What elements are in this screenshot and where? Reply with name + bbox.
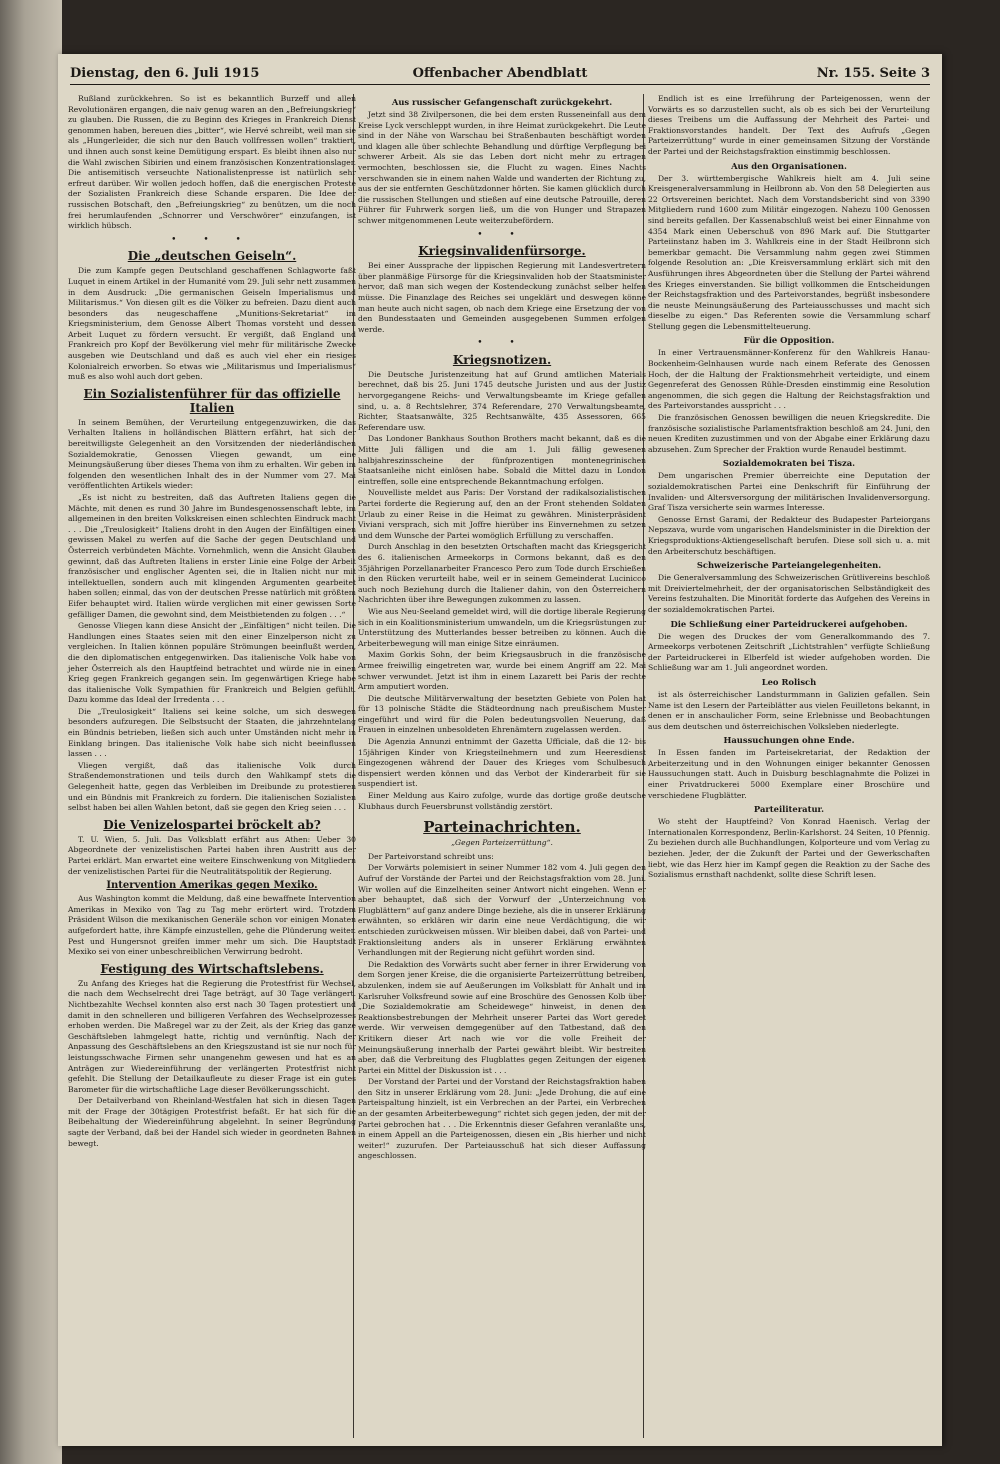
headline: Aus russischer Gefangenschaft zurückgekehrt.: [391, 97, 613, 107]
article-text: Die Agenzia Annunzi entnimmt der Gazetta Ufficiale, daß die 12- bis 15jährigen Kinder von Kriegsteilnehmern und zum Heeresdienst Eingezogenen während der Dauer des Krieges vom Schulbesuch dispensiert werden können und das Verbot der Kinderarbeit für sie suspendiert ist.: [358, 737, 646, 789]
article-text: Der Detailverband von Rheinland-Westfalen hat sich in diesen Tagen mit der Frage der 30tägigen Protestfrist befaßt. Er hat sich für die Beibehaltung der Wiedereinführung abgelehnt. In seiner Begründung sagte der Verband, daß bei der Handel sich wieder in geordneten Bahnen bewegt.: [68, 1096, 356, 1148]
article-text: Aus Washington kommt die Meldung, daß eine bewaffnete Intervention Amerikas in Mexiko von Tag zu Tag mehr erörtert wird. Trotzdem Präsident Wilson die mexikanischen Generäle schon vor einigen Monaten aufgefordert hatte, ihre Kämpfe einzustellen, gehe die Plünderung weiter. Pest und Hungersnot greifen immer mehr um sich. Die Hauptstadt Mexiko sei von einer unbeschreiblichen Verwirrung bedroht.: [68, 894, 356, 957]
article-text: Bei einer Aussprache der lippischen Regierung mit Landesvertretern über planmäßige Fürsorge für die Kriegsinvaliden hob der Staatsminister hervor, daß man sich wegen der Kostendeckung zunächst selber helfen müsse. Die Finanzlage des Reiches sei ungeklärt und deswegen könne man heute auch nicht sagen, ob nach dem Kriege eine Ersetzung der von den Bundesstaaten und Gemeinden ausgegebenen Summen erfolgen werde.: [358, 261, 646, 334]
article-text: Die Deutsche Juristenzeitung hat auf Grund amtlichen Materials berechnet, daß bis 25. Juni 1745 deutsche Juristen und aus der Justiz hervorgegangene Reichs- und Verwaltungsbeamte im Kriege gefallen sind, u. a. 8 Rechtslehrer, 374 Referendare, 270 Verwaltungsbeamte, Richter, Staatsanwälte, 325 Rechtsanwälte, 435 Assessoren, 665 Referendare usw.: [358, 369, 646, 432]
article-text: In seinem Bemühen, der Verurteilung entgegenzuwirken, die das Verhalten Italiens in holländischen Blättern erfährt, hat sich der bereitwilligste Gelegenheit an den Vorsitzenden der niederländischen Sozialdemokratie, Genossen Vliegen gewandt, um eine Meinungsäußerung über dieses Thema von ihm zu erhalten. Wir geben im folgenden den wesentlichen Inhalt des in der Nummer vom 27. Mai veröffentlichten Artikels wieder:: [68, 417, 356, 491]
article-text: Die zum Kampfe gegen Deutschland geschaffenen Schlagworte faßt Luquet in einem Artikel in der Humanité vom 29. Juli sehr nett zusammen in dem Ausdruck: „Die germanischen Geiseln Imperialismus und Militarismus.“ Von diesen gilt es die Völker zu befreien. Dazu dient auch besonders das neugeschaffene „Munitions-Sekretariat“ im Kriegsministerium, dem Genosse Albert Thomas vorsteht und dessen Arbeit Luquet zu fördern versucht. Er vergißt, daß England und Frankreich pro Kopf der Bevölkerung viel mehr für militärische Zwecke ausgeben wie Deutschland und daß es auch viel eher ein riesiges Kolonialreich erworben. So etwas wie „Militarismus und Imperialismus“ muß es also wohl auch dort geben.: [68, 266, 356, 382]
article-text: Maxim Gorkis Sohn, der beim Kriegsausbruch in die französische Armee freiwillig eingetreten war, wurde bei einem Angriff am 22. Mai schwer verwundet. Jetzt ist ihm in einem Lazarett bei Paris der rechte Arm amputiert worden.: [358, 650, 646, 692]
article-text: T. U. Wien, 5. Juli. Das Volksblatt erfährt aus Athen: Ueber 30 Abgeordnete der venizelistischen Partei haben ihren Austritt aus der Partei erklärt. Man erwartet eine weitere Einschwenkung von Mitgliedern der venizelistischen Partei für die Neutralitätspolitik der Regierung.: [68, 834, 356, 876]
article-text: Das Londoner Bankhaus Southon Brothers macht bekannt, daß es die Mitte Juli fälligen und die am 1. Juli fällig gewesenen halbjahreszinsscheine der fünfprozentigen montenegrinischen Staatsanleihe nicht einlösen habe. Sobald die Mittel dazu in London eintreffen, solle eine entsprechende Bekanntmachung erfolgen.: [358, 434, 646, 486]
article-text: Rußland zurückkehren. So ist es bekanntlich Burzeff und allen Revolutionären ergangen, die naiv genug waren an den „Befreiungskrieg“ zu glauben. Die Russen, die zu Beginn des Krieges in Frankreich Dienst genommen haben, bereuen dies „bitter“, wie Hervé schreibt, weil man sie als „Hungerleider, die sich nur den Bauch vollfressen wollen“ traktiert, und ihnen auch sonst keine Demütigung erspart. Es bleibt ihnen also nur die Wahl zwischen Sibirien und einem französischen Konzentrationslager. Die antisemitisch verseuchte Nationalistenpresse ist natürlich sehr erfreut darüber. Wir wollen jedoch hoffen, daß die energischen Proteste der Sozialisten Frankreich diese Schande ersparen. Die Idee der russischen Botschaft, den „Befreiungskrieg“ zu benützen, um die noch frei herumlaufenden „Schnorrer und Verschwörer“ einzufangen, ist wirklich hübsch.: [68, 94, 356, 231]
headline: Ein Sozialistenführer für das offizielle Italien: [83, 386, 341, 415]
article-text: In einer Vertrauensmänner-Konferenz für den Wahlkreis Hanau-Bockenheim-Gelnhausen wurde nach einem Referate des Genossen Hoch, der die Haltung der Fraktionsmehrheit verteidigte, und einem Gegenreferat des Genossen Rühle-Dresden einstimmig eine Resolution angenommen, die sich gegen die Haltung der Reichstagsfraktion und des Parteivorstandes ausspricht . . .: [648, 348, 930, 411]
column-2: Aus russischer Gefangenschaft zurückgekehrt. Jetzt sind 38 Zivilpersonen, die bei dem ersten Russeneinfall aus dem Kreise Lyck verschleppt wurden, in ihre Heimat zurückgekehrt. Die Leute sind in der Nähe von Warschau bei Straßenbauten beschäftigt worden und klagen alle über schlechte Behandlung und dürftige Verpflegung bei schwerer Arbeit. Als sie das Leben dort nicht mehr zu ertragen vermochten, beschlossen sie, die Flucht zu wagen. Eines Nachts verschwanden sie in einem nahen Walde und wanderten der Richtung zu, aus der sie entfernten Geschützdonner hörten. Sie kamen glücklich durch die russischen Stellungen und stießen auf eine deutsche Patrouille, deren Führer für Fuhrwerk sorgen ließ, um die von Hunger und Strapazen schwer mitgenommenen Leute weiterzubefördern. • • Kriegsinvalidenfürsorge. Bei einer Aussprache der lippischen Regierung mit Landesvertretern über planmäßige Fürsorge für die Kriegsinvaliden hob der Staatsminister hervor, daß man sich wegen der Kostendeckung zunächst selber helfen müsse. Die Finanzlage des Reiches sei ungeklärt und deswegen könne man heute auch nicht sagen, ob nach dem Kriege eine Ersetzung der von den Bundesstaaten und Gemeinden ausgegebenen Summen erfolgen werde. • • Kriegsnotizen. Die Deutsche Juristenzeitung hat auf Grund amtlichen Materials berechnet, daß bis 25. Juni 1745 deutsche Juristen und aus der Justiz hervorgegangene Reichs- und Verwaltungsbeamte im Kriege gefallen sind, u. a. 8 Rechtslehrer, 374 Referendare, 270 Verwaltungsbeamte, Richter, Staatsanwälte, 325 Rechtsanwälte, 435 Assessoren, 665 Referendare usw. Das Londoner Bankhaus Southon Brothers macht bekannt, daß es die Mitte Juli fälligen und die am 1. Juli fällig gewesenen halbjahreszinsscheine der fünfprozentigen montenegrinischen Staatsanleihe nicht einlösen habe. Sobald die Mittel dazu in London eintreffen, solle eine entsprechende Bekanntmachung erfolgen. Nouvelliste meldet aus Paris: Der Vorstand der radikalsozialistischen Partei forderte die Regierung auf, den an der Front stehenden Soldaten Urlaub zu einer Reise in die Heimat zu gewähren. Ministerpräsident Viviani versprach, sich mit Joffre hierüber ins Einvernehmen zu setzen und dem Wunsche der Partei womöglich Erfüllung zu verschaffen. Durch Anschlag in den besetzten Ortschaften macht das Kriegsgericht des 6. italienischen Armeekorps in Cormons bekannt, daß es den 35jährigen Porzellanarbeiter Francesco Pero zum Tode durch Erschießen in den Rücken verurteilt habe, weil er in seinem Gemeinderat Lucinicco auch noch Beziehung durch die Italiener dahin, von den Österreichern Nachrichten über ihre Bewegungen zukommen zu lassen. Wie aus Neu-Seeland gemeldet wird, will die dortige liberale Regierung sich in ein Koalitionsministerium umwandeln, um die Kriegsrüstungen zur Unterstützung des Mutterlandes besser betreiben zu können. Auch die Arbeiterbewegung will man einige Sitze einräumen. Maxim Gorkis Sohn, der beim Kriegsausbruch in die französische Armee freiwillig eingetreten war, wurde bei einem Angriff am 22. Mai schwer verwundet. Jetzt ist ihm in einem Lazarett bei Paris der rechte Arm amputiert worden. Die deutsche Militärverwaltung der besetzten Gebiete von Polen hat für 13 polnische Städte die Städteordnung nach preußischem Muster eingeführt und wird für die Polen bedeutungsvollen Neuerung, daß Frauen in einzelnen unbesoldeten Ehrenämtern zugelassen werden. Die Agenzia Annunzi entnimmt der Gazetta Ufficiale, daß die 12- bis 15jährigen Kinder von Kriegsteilnehmern und zum Heeresdienst Eingezogenen während der Dauer des Krieges vom Schulbesuch dispensiert werden können und das Verbot der Kinderarbeit für sie suspendiert ist. Einer Meldung aus Kairo zufolge, wurde das dortige große deutsche Klubhaus durch Feuersbrunst vollständig zerstört. Parteinachrichten. „Gegen Parteizerrüttung“. Der Parteivorstand schreibt uns: Der Vorwärts polemisiert in seiner Nummer 182 vom 4. Juli gegen den Aufruf der Vorstände der Partei und der Reichstagsfraktion vom 28. Juni. Wir wollen auf die Einzelheiten seiner Antwort nicht eingehen. Wenn er aber behauptet, daß sich der Vorwurf der „Unterzeichnung von Flugblättern“ auf ganz andere Dinge beziehe, als die in unserer Erklärung erwähnten, so erklären wir darin eine neue Verdächtigung, die wir entschieden zurückweisen müssen. Wir bleiben dabei, daß von Partei- und Fraktionsleitung anders als in unserer Erklärung erwähnten Verhandlungen mit der Regierung nicht geführt worden sind. Die Redaktion des Vorwärts sucht aber ferner in ihrer Erwiderung von dem Sorgen jener Kreise, die die organisierte Parteizerrüttung betreiben, abzulenken, indem sie auf Aeußerungen im Volksblatt für Anhalt und im Karlsruher Volksfreund sowie auf eine Broschüre des Genossen Kolb über „Die Sozialdemokratie am Scheidewege“ hinweist, in denen den Reaktionsbestrebungen der Mehrheit unserer Partei das Wort geredet werde. Wir verweisen demgegenüber auf den Tatbestand, daß den Kritikern dieser Art nach wie vor die volle Freiheit der Meinungsäußerung innerhalb der Partei gewährt bleibt. Wir bestreiten aber, daß die Verbreitung des Flugblattes gegen Zeitungen der eigenen Partei ein Mittel der Diskussion ist . . . Der Vorstand der Partei und der Vorstand der Reichstagsfraktion haben den Sitz in unserer Erklärung vom 28. Juni: „Jede Drohung, die auf eine Parteispaltung hinzielt, ist ein Verbrechen an der Partei, ein Verbrechen an der gesamten Arbeiterbewegung“ richtet sich gegen jeden, der mit der Partei gebrochen hat . . . Die Erkenntnis dieser Gefahren veranlaßte uns, in einem Appell an die Parteigenossen, diesen ein „Bis hierher und nicht weiter!“ zuzurufen. Der Parteiausschuß hat sich dieser Auffassung angeschlossen.: [358, 97, 646, 1161]
article-text: Vliegen vergißt, daß das italienische Volk durch Straßendemonstrationen und teils durch den Wahlkampf stets die Gelegenheit hatte, gegen das Verbleiben im Dreibunde zu protestieren und ein Bündnis mit Frankreich zu fordern. Die italienischen Sozialisten selbst haben bei allen Wahlen betont, daß sie gegen den Krieg seien . . .: [68, 760, 356, 813]
article-text: Nouvelliste meldet aus Paris: Der Vorstand der radikalsozialistischen Partei forderte die Regierung auf, den an der Front stehenden Soldaten Urlaub zu einer Reise in die Heimat zu gewähren. Ministerpräsident Viviani versprach, sich mit Joffre hierüber ins Einvernehmen zu setzen und dem Wunsche der Partei womöglich Erfüllung zu verschaffen.: [358, 488, 646, 540]
article-text: Die wegen des Druckes der vom Generalkommando des 7. Armeekorps verbotenen Zeitschrift „Lichtstrahlen“ verfügte Schließung der Parteidruckerei in Elberfeld ist wieder aufgehoben worden. Die Schließung war am 1. Juli angeordnet worden.: [648, 631, 930, 673]
headline: Für die Opposition.: [743, 335, 835, 346]
article-text: Dem ungarischen Premier überreichte eine Deputation der sozialdemokratischen Partei eine Denkschrift für Einführung der Invaliden- und Altersversorgung der militärischen Invalidenversorgung. Graf Tisza versicherte sein warmes Interesse.: [648, 471, 930, 513]
article-text: Die Generalversammlung des Schweizerischen Grütlivereins beschloß mit Dreiviertelmehrheit, der der organisatorischen Selbständigkeit des Vereins festzuhalten. Die Minorität forderte das Aufgehen des Vereins in der sozialdemokratischen Partei.: [648, 573, 930, 614]
article-text: Jetzt sind 38 Zivilpersonen, die bei dem ersten Russeneinfall aus dem Kreise Lyck verschleppt wurden, in ihre Heimat zurückgekehrt. Die Leute sind in der Nähe von Warschau bei Straßenbauten beschäftigt worden und klagen alle über schlechte Behandlung und dürftige Verpflegung bei schwerer Arbeit. Als sie das Leben dort nicht mehr zu ertragen vermochten, beschlossen sie, die Flucht zu wagen. Eines Nachts verschwanden sie in einem nahen Walde und wanderten der Richtung zu, aus der sie entfernten Geschützdonner hörten. Sie kamen glücklich durch die russischen Stellungen und stießen auf eine deutsche Patrouille, deren Führer für Fuhrwerk sorgen ließ, um die von Hunger und Strapazen schwer mitgenommenen Leute weiterzubefördern.: [358, 110, 646, 225]
article-text: Der Parteivorstand schreibt uns:: [368, 851, 494, 861]
column-3: [648, 94, 930, 882]
headline: Aus den Organisationen.: [731, 160, 847, 171]
headline: Die Schließung einer Parteidruckerei aufgehoben.: [670, 618, 908, 629]
newspaper-page: [58, 54, 942, 1446]
article-text: Der Vorwärts polemisiert in seiner Nummer 182 vom 4. Juli gegen den Aufruf der Vorstände der Partei und der Reichstagsfraktion vom 28. Juni. Wir wollen auf die Einzelheiten seiner Antwort nicht eingehen. Wenn er aber behauptet, daß sich der Vorwurf der „Unterzeichnung von Flugblättern“ auf ganz andere Dinge beziehe, als die in unserer Erklärung erwähnten, so erklären wir darin eine neue Verdächtigung, die wir entschieden zurückweisen müssen. Wir bleiben dabei, daß von Partei- und Fraktionsleitung anders als in unserer Erklärung erwähnten Verhandlungen mit der Regierung nicht geführt worden sind.: [358, 863, 646, 958]
article-text: Die französischen Genossen bewilligen die neuen Kriegskredite. Die französische sozialistische Parlamentsfraktion beschloß am 24. Juni, den neuen Krediten zuzustimmen und von der Abgabe einer Erklärung dazu abzusehen. Zum Sprecher der Fraktion wurde Renaudel bestimmt.: [648, 413, 930, 454]
article-text: In Essen fanden im Parteisekretariat, der Redaktion der Arbeiterzeitung und in den Wohnungen einiger bekannter Genossen Haussuchungen statt. Auch in Duisburg beschlagnahmte die Polizei in einer Privatdruckerei 5000 Exemplare einer Broschüre und verschiedene Flugblätter.: [648, 748, 930, 800]
article-text: Einer Meldung aus Kairo zufolge, wurde das dortige große deutsche Klubhaus durch Feuersbrunst vollständig zerstört.: [358, 791, 646, 811]
adjacent-page-edge: [0, 0, 62, 1464]
article-text: Die Redaktion des Vorwärts sucht aber ferner in ihrer Erwiderung von dem Sorgen jener Kreise, die die organisierte Parteizerrüttung betreiben, abzulenken, indem sie auf Aeußerungen im Volksblatt für Anhalt und im Karlsruher Volksfreund sowie auf eine Broschüre des Genossen Kolb über „Die Sozialdemokratie am Scheidewege“ hinweist, in denen den Reaktionsbestrebungen der Mehrheit unserer Partei das Wort geredet werde. Wir verweisen demgegenüber auf den Tatbestand, daß den Kritikern dieser Art nach wie vor die volle Freiheit der Meinungsäußerung innerhalb der Partei gewährt bleibt. Wir bestreiten aber, daß die Verbreitung des Flugblattes gegen Zeitungen der eigenen Partei ein Mittel der Diskussion ist . . .: [358, 959, 646, 1075]
article-text: Der Vorstand der Partei und der Vorstand der Reichstagsfraktion haben den Sitz in unserer Erklärung vom 28. Juni: „Jede Drohung, die auf eine Parteispaltung hinzielt, ist ein Verbrechen an der Partei, ein Verbrechen an der gesamten Arbeiterbewegung“ richtet sich gegen jeden, der mit der Partei gebrochen hat . . . Die Erkenntnis dieser Gefahren veranlaßte uns, in einem Appell an die Parteigenossen, diesen ein „Bis hierher und nicht weiter!“ zuzurufen. Der Parteiausschuß hat sich dieser Auffassung angeschlossen.: [358, 1077, 646, 1161]
article-text: Genosse Vliegen kann diese Ansicht der „Einfältigen“ nicht teilen. Die Handlungen eines Staates seien mit den einer Einzelperson nicht zu vergleichen. In Italien können populäre Strömungen beeinflußt werden, die den diplomatischen entgegenwirken. Das italienische Volk habe von jeher Österreich als den Hauptfeind betrachtet und würde nie in einen Krieg gegen Frankreich gegangen sein. Im gegenwärtigen Kriege habe das italienische Volk Sympathien für Frankreich und Belgien gefühlt. Dazu komme das Ideal der Irredenta . . .: [68, 621, 356, 705]
article-text: Zu Anfang des Krieges hat die Regierung die Protestfrist für Wechsel, die nach dem Wechselrecht drei Tage beträgt, auf 30 Tage verlängert. Nichtbezahlte Wechsel konnten also erst nach 30 Tagen protestiert und damit in den schnelleren und billigeren Verfahren des Wechselprozesses erhoben werden. Die Maßregel war zu der Zeit, als der Krieg das ganze Geschäftsleben lahmgelegt hatte, richtig und vernünftig. Nach der Anpassung des Geschäftslebens an den Kriegszustand ist sie nur noch für leistungsschwache Firmen sehr unangenehm gewesen und hat es an Anträgen zur Wiedereinführung der verlängerten Protestfrist nicht gefehlt. Die Stellung der Detailkaufleute zu dieser Frage ist ein gutes Barometer für die wirtschaftliche Lage dieser Bevölkerungsschicht.: [68, 978, 356, 1094]
article-text: ist als österreichischer Landsturmmann in Galizien gefallen. Sein Name ist den Lesern der Parteiblätter aus vielen Feuilletons bekannt, in denen er in anschaulicher Form, seine Erlebnisse und Beobachtungen aus dem deutschen und österreichischen Volksleben niederlegte.: [648, 689, 930, 731]
article-text: Der 3. württembergische Wahlkreis hielt am 4. Juli seine Kreisgeneralversammlung in Heilbronn ab. Von den 58 Delegierten aus 22 Ortsvereinen berichtet. Nach dem Vorstandsbericht sind von 3390 Mitgliedern rund 1600 zum Militär eingezogen. Nahezu 100 Genossen sind bereits gefallen. Der Kassenabschluß weist bei einer Einnahme von 4354 Mark einen Ueberschuß von 896 Mark auf. Die Stuttgarter Parteiinstanz haben im 3. Wahlkreis eine in der Stadt Heilbronn sich bemerkbar gemacht. Die Versammlung nahm gegen zwei Stimmen folgende Resolution an: „Die Kreisversammlung erklärt sich mit den Ausführungen ihres Abgeordneten über die Stellung der Partei während des Krieges einverstanden. Sie billigt vollkommen die Entscheidungen der Reichstagsfraktion und des Parteivorstandes, begrüßt insbesondere die neuste Meinungsäußerung des Parteiausschusses und macht sich dieselbe zu eigen.“ Das Referenten sowie die Versammlung scharf Stellung gegen die Lebensmittelteuerung.: [648, 173, 930, 331]
section-headline: Parteinachrichten.: [423, 818, 581, 837]
article-text: Wie aus Neu-Seeland gemeldet wird, will die dortige liberale Regierung sich in ein Koalitionsministerium umwandeln, um die Kriegsrüstungen zur Unterstützung des Mutterlandes besser betreiben zu können. Auch die Arbeiterbewegung will man einige Sitze einräumen.: [358, 606, 646, 648]
article-text: Durch Anschlag in den besetzten Ortschaften macht das Kriegsgericht des 6. italienischen Armeekorps in Cormons bekannt, daß es den 35jährigen Porzellanarbeiter Francesco Pero zum Tode durch Erschießen in den Rücken verurteilt habe, weil er in seinem Gemeinderat Lucinicco auch noch Beziehung durch die Italiener dahin, von den Österreichern Nachrichten über ihre Bewegungen zukommen zu lassen.: [358, 542, 646, 605]
headline: Kriegsinvalidenfürsorge.: [418, 244, 586, 259]
issue-date: Dienstag, den 6. Juli 1915: [70, 66, 260, 81]
headline: Die „deutschen Geiseln“.: [127, 249, 297, 264]
headline: Festigung des Wirtschaftslebens.: [100, 961, 324, 976]
masthead: Offenbacher Abendblatt: [412, 66, 588, 81]
article-text: Wo steht der Hauptfeind? Von Konrad Haenisch. Verlag der Internationalen Korrespondenz, Berlin-Karlshorst. 24 Seiten, 10 Pfennig. Zu beziehen durch alle Buchhandlungen, Kolporteure und vom Verlag zu beziehen. Jeder, der die Zukunft der Partei und der Gewerkschaften liebt, wie das Herz hier im Kampf gegen die Reaktion zu der Sache des Sozialismus ernsthaft nachdenkt, sollte diese Schrift lesen.: [648, 817, 930, 880]
column-1: Rußland zurückkehren. So ist es bekanntlich Burzeff und allen Revolutionären ergangen, die naiv genug waren an den „Befreiungskrieg“ zu glauben. Die Russen, die zu Beginn des Krieges in Frankreich Dienst genommen haben, bereuen dies „bitter“, wie Hervé schreibt, weil man sie als „Hungerleider, die sich nur den Bauch vollfressen wollen“ traktiert, und ihnen auch sonst keine Demütigung erspart. Es bleibt ihnen also nur die Wahl zwischen Sibirien und einem französischen Konzentrationslager. Die antisemitisch verseuchte Nationalistenpresse ist natürlich sehr erfreut darüber. Wir wollen jedoch hoffen, daß die energischen Proteste der Sozialisten Frankreich diese Schande ersparen. Die Idee der russischen Botschaft, den „Befreiungskrieg“ zu benützen, um die noch frei herumlaufenden „Schnorrer und Verschwörer“ einzufangen, ist wirklich hübsch. • • • Die „deutschen Geiseln“. Die zum Kampfe gegen Deutschland geschaffenen Schlagworte faßt Luquet in einem Artikel in der Humanité vom 29. Juli sehr nett zusammen in dem Ausdruck: „Die germanischen Geiseln Imperialismus und Militarismus.“ Von diesen gilt es die Völker zu befreien. Dazu dient auch besonders das neugeschaffene „Munitions-Sekretariat“ im Kriegsministerium, dem Genosse Albert Thomas vorsteht und dessen Arbeit Luquet zu fördern versucht. Er vergißt, daß England und Frankreich pro Kopf der Bevölkerung viel mehr für militärische Zwecke ausgeben wie Deutschland und daß es auch viel eher ein riesiges Kolonialreich erworben. So etwas wie „Militarismus und Imperialismus“ muß es also wohl auch dort geben. Ein Sozialistenführer für das offizielle Italien In seinem Bemühen, der Verurteilung entgegenzuwirken, die das Verhalten Italiens in holländischen Blättern erfährt, hat sich der bereitwilligste Gelegenheit an den Vorsitzenden der niederländischen Sozialdemokratie, Genossen Vliegen gewandt, um eine Meinungsäußerung über dieses Thema von ihm zu erhalten. Wir geben im folgenden den wesentlichen Inhalt des in der Nummer vom 27. Mai veröffentlichten Artikels wieder: „Es ist nicht zu bestreiten, daß das Auftreten Italiens gegen die Mächte, mit denen es rund 30 Jahre im Bundesgenossenschaft lebte, im allgemeinen in den breiten Volkskreisen einen schlechten Eindruck macht . . . Die „Treulosigkeit“ Italiens droht in den Augen der Einfältigen einen gewissen Makel zu werfen auf die Sache der gegen Deutschland und Österreich verbündeten Mächte. Vornehmlich, wenn die Ansicht Glauben gewinnt, daß das Auftreten Italiens in erster Linie eine Folge der Arbeit französischer und englischer Agenten sei, die in Italien nicht nur mit intellektuellen, sondern auch mit klingenden Argumenten gearbeitet haben sollen; einmal, das von der deutschen Presse natürlich mit größtem Eifer behauptet wird. Italien würde verglichen mit einer gewissen Sorte gefälliger Damen, die gewohnt sind, dem Meistbietenden zu folgen . . .“ Genosse Vliegen kann diese Ansicht der „Einfältigen“ nicht teilen. Die Handlungen eines Staates seien mit den einer Einzelperson nicht zu vergleichen. In Italien können populäre Strömungen beeinflußt werden, die den diplomatischen entgegenwirken. Das italienische Volk habe von jeher Österreich als den Hauptfeind betrachtet und würde nie in einen Krieg gegen Frankreich gegangen sein. Im gegenwärtigen Kriege habe das italienische Volk Sympathien für Frankreich und Belgien gefühlt. Dazu komme das Ideal der Irredenta . . . Die „Treulosigkeit“ Italiens sei keine solche, um sich deswegen besonders aufzuregen. Die Selbstsucht der Staaten, die jahrzehntelang ein Bündnis betrieben, ließen sich auch unter Umständen nicht mehr in Einklang bringen. Das italienische Volk habe sich nicht beeinflussen lassen . . . Vliegen vergißt, daß das italienische Volk durch Straßendemonstrationen und teils durch den Wahlkampf stets die Gelegenheit hatte, gegen das Verbleiben im Dreibunde zu protestieren und ein Bündnis mit Frankreich zu fordern. Die italienischen Sozialisten selbst haben bei allen Wahlen betont, daß sie gegen den Krieg seien . . . Die Venizelospartei bröckelt ab? T. U. Wien, 5. Juli. Das Volksblatt erfährt aus Athen: Ueber 30 Abgeordnete der venizelistischen Partei haben ihren Austritt aus der Partei erklärt. Man erwartet eine weitere Einschwenkung von Mitgliedern der venizelistischen Partei für die Neutralitätspolitik der Regierung. Intervention Amerikas gegen Mexiko. Aus Washington kommt die Meldung, daß eine bewaffnete Intervention Amerikas in Mexiko von Tag zu Tag mehr erörtert wird. Trotzdem Präsident Wilson die mexikanischen Generäle schon vor einigen Monaten aufgefordert hatte, ihre Kämpfe einzustellen, gehe die Plünderung weiter. Pest und Hungersnot greifen immer mehr um sich. Die Hauptstadt Mexiko sei von einer unbeschreiblichen Verwirrung bedroht. Festigung des Wirtschaftslebens. Zu Anfang des Krieges hat die Regierung die Protestfrist für Wechsel, die nach dem Wechselrecht drei Tage beträgt, auf 30 Tage verlängert. Nichtbezahlte Wechsel konnten also erst nach 30 Tagen protestiert und damit in den schnelleren und billigeren Verfahren des Wechselprozesses erhoben werden. Die Maßregel war zu der Zeit, als der Krieg das ganze Geschäftsleben lahmgelegt hatte, richtig und vernünftig. Nach der Anpassung des Geschäftslebens an den Kriegszustand ist sie nur noch für leistungsschwache Firmen sehr unangenehm gewesen und hat es an Anträgen zur Wiedereinführung der verlängerten Protestfrist nicht gefehlt. Die Stellung der Detailkaufleute zu dieser Frage ist ein gutes Barometer für die wirtschaftliche Lage dieser Bevölkerungsschicht. Der Detailverband von Rheinland-Westfalen hat sich in diesen Tagen mit der Frage der 30tägigen Protestfrist befaßt. Er hat sich für die Beibehaltung der Wiedereinführung abgelehnt. In seiner Begründung sagte der Verband, daß bei der Handel sich wieder in geordneten Bahnen bewegt.: [68, 94, 356, 1148]
headline: Kriegsnotizen.: [452, 352, 552, 367]
article-text: „Es ist nicht zu bestreiten, daß das Auftreten Italiens gegen die Mächte, mit denen es rund 30 Jahre im Bundesgenossenschaft lebte, im allgemeinen in den breiten Volkskreisen einen schlechten Eindruck macht . . . Die „Treulosigkeit“ Italiens droht in den Augen der Einfältigen einen gewissen Makel zu werfen auf die Sache der gegen Deutschland und Österreich verbündeten Mächte. Vornehmlich, wenn die Ansicht Glauben gewinnt, daß das Auftreten Italiens in erster Linie eine Folge der Arbeit französischer und englischer Agenten sei, die in Italien nicht nur mit intellektuellen, sondern auch mit klingenden Argumenten gearbeitet haben sollen; einmal, das von der deutschen Presse natürlich mit größtem Eifer behauptet wird. Italien würde verglichen mit einer gewissen Sorte gefälliger Damen, die gewohnt sind, dem Meistbietenden zu folgen . . .“: [68, 493, 356, 619]
subheadline: „Gegen Parteizerrüttung“.: [451, 838, 553, 848]
article-text: Die „Treulosigkeit“ Italiens sei keine solche, um sich deswegen besonders aufzuregen. Die Selbstsucht der Staaten, die jahrzehntelang ein Bündnis betrieben, ließen sich auch unter Umständen nicht mehr in Einklang bringen. Das italienische Volk habe sich nicht beeinflussen lassen . . .: [68, 706, 356, 759]
article-text: Genosse Ernst Garami, der Redakteur des Budapester Parteiorgans Nepszava, wurde vom ungarischen Handelsminister in die Direktion der Kriegsproduktions-Aktiengesellschaft berufen. Diese soll sich u. a. mit den Arbeiterschutz beschäftigen.: [648, 514, 930, 556]
headline: Schweizerische Parteiangelegenheiten.: [696, 560, 882, 571]
page-header: [70, 64, 930, 85]
headline: Intervention Amerikas gegen Mexiko.: [106, 880, 318, 892]
headline: Die Venizelospartei bröckelt ab?: [103, 817, 321, 832]
headline: Parteiliteratur.: [753, 804, 825, 815]
headline: Leo Rolisch: [761, 676, 817, 687]
headline: Haussuchungen ohne Ende.: [723, 735, 855, 746]
issue-number: Nr. 155. Seite 3: [816, 66, 930, 81]
article-text: Die deutsche Militärverwaltung der besetzten Gebiete von Polen hat für 13 polnische Städte die Städteordnung nach preußischem Muster eingeführt und wird für die Polen bedeutungsvollen Neuerung, daß Frauen in einzelnen unbesoldeten Ehrenämtern zugelassen werden.: [358, 693, 646, 735]
article-text: Endlich ist es eine Irreführung der Parteigenossen, wenn der Vorwärts es so darzustellen sucht, als ob es sich bei der Verurteilung dieses Treibens um die Auffassung der Mehrheit des Partei- und Fraktionsvorstandes handelt. Der Text des Aufrufs „Gegen Parteizerrüttung“ wurde in einer gemeinsamen Sitzung der Vorstände der Partei und der Reichstagsfraktion einstimmig beschlossen.: [648, 94, 930, 156]
headline: Sozialdemokraten bei Tisza.: [722, 458, 856, 469]
